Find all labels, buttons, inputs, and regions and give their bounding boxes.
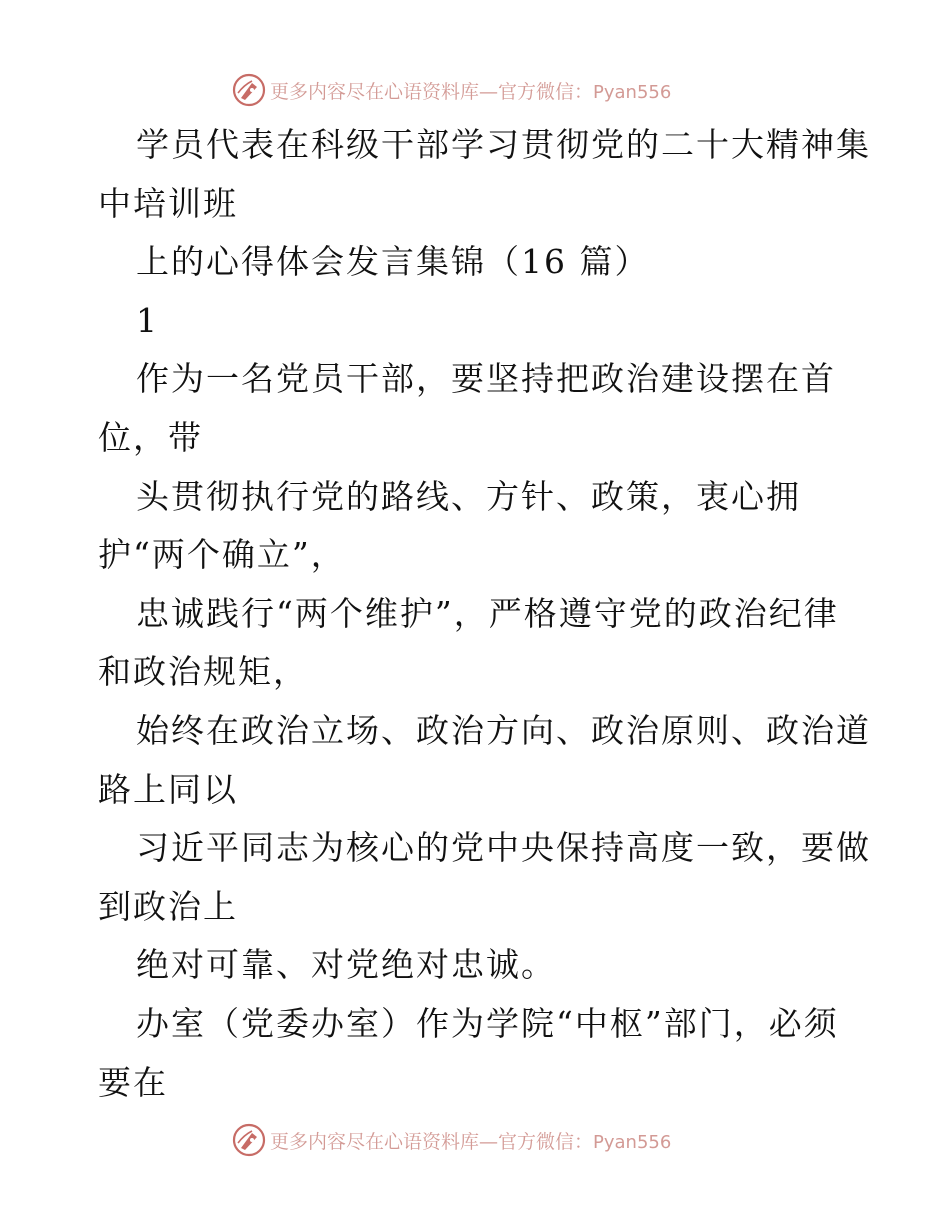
watermark-text: 更多内容尽在心语资料库—官方微信：Pyan556 xyxy=(270,1130,672,1153)
title-line-2: 中培训班 xyxy=(98,183,238,223)
paragraph-line: 路上同以 xyxy=(98,769,238,809)
footer-watermark xyxy=(232,1120,732,1160)
paragraph-line: 绝对可靠、对党绝对忠诚。 xyxy=(136,945,556,985)
paragraph-line: 习近平同志为核心的党中央保持高度一致，要做 xyxy=(136,828,871,868)
title-line-1: 学员代表在科级干部学习贯彻党的二十大精神集 xyxy=(136,125,871,164)
pen-nib-logo-icon xyxy=(232,1123,266,1157)
watermark-text: 更多内容尽在心语资料库—官方微信：Pyan556 xyxy=(270,80,672,103)
header-watermark xyxy=(232,70,732,110)
paragraph-line: 和政治规矩， xyxy=(98,652,308,692)
paragraph-line: 头贯彻执行党的路线、方针、政策，衷心拥 xyxy=(136,476,801,516)
paragraph-line: 办室（党委办室）作为学院“中枢”部门，必须 xyxy=(136,1003,839,1043)
pen-nib-logo-icon xyxy=(232,73,266,107)
paragraph-line: 作为一名党员干部，要坚持把政治建设摆在首 xyxy=(136,359,836,399)
paragraph-line: 忠诚践行“两个维护”，严格遵守党的政治纪律 xyxy=(136,593,839,633)
paragraph-line: 护“两个确立”， xyxy=(98,535,346,575)
paragraph-line: 要在 xyxy=(98,1062,168,1102)
section-number: 1 xyxy=(136,300,159,340)
paragraph-line: 始终在政治立场、政治方向、政治原则、政治道 xyxy=(136,710,871,750)
paragraph-line: 到政治上 xyxy=(98,886,238,926)
paragraph-line: 位，带 xyxy=(98,417,203,457)
document-body xyxy=(98,116,871,1112)
title-line-3: 上的心得体会发言集锦（16 篇） xyxy=(136,242,650,282)
